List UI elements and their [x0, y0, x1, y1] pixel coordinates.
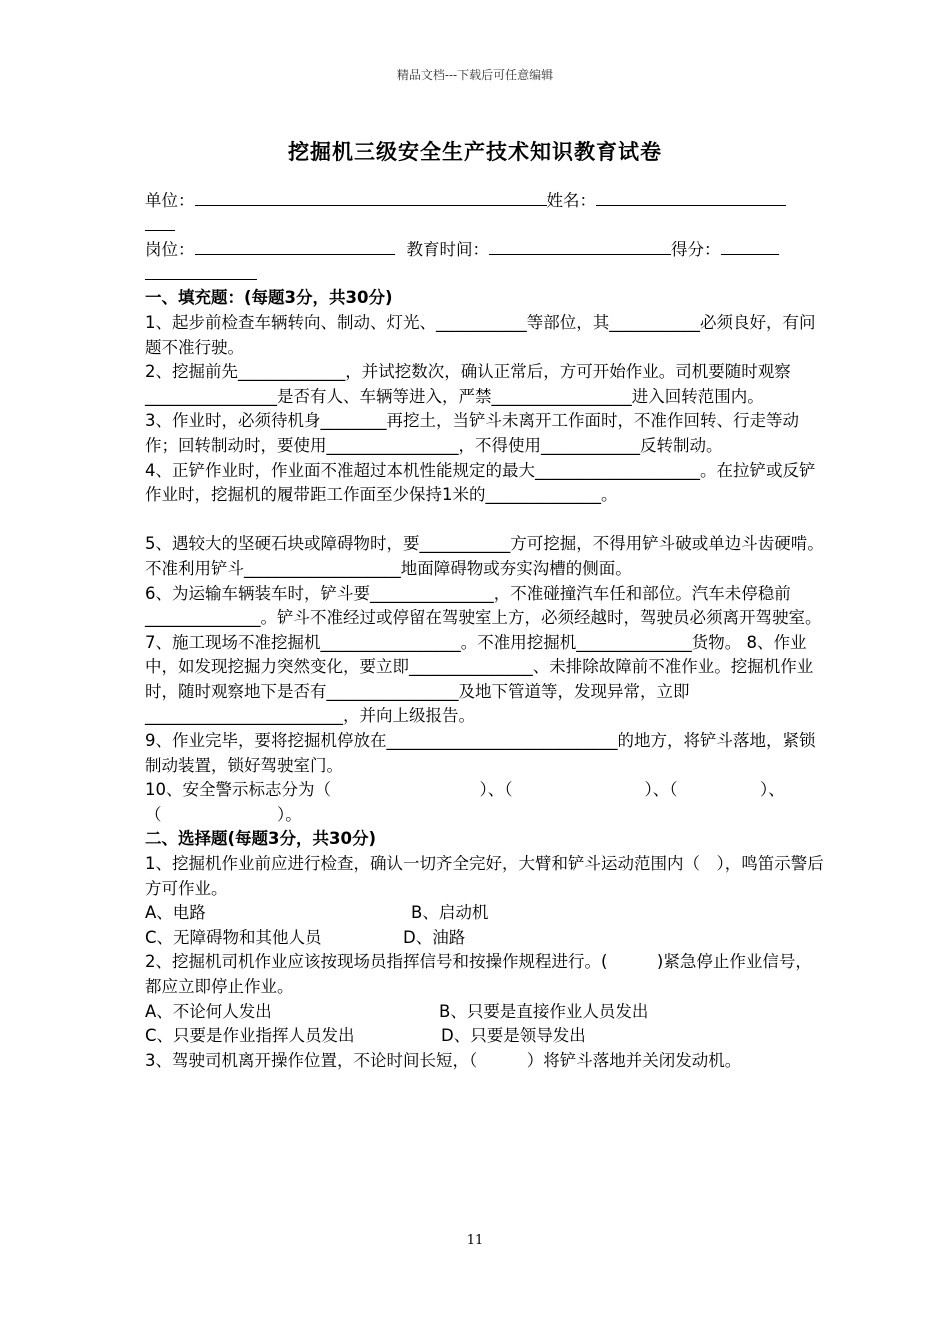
score-blank[interactable] [721, 237, 779, 255]
fill-question-3: 3、作业时，必须待机身________再挖土，当铲斗未离开工作面时，不准作回转、行走等动作；回转制动时，要使用________________，不得使用____________反转制动。 [145, 411, 799, 455]
choice-question-1-options-row-2 [145, 926, 825, 951]
post-blank[interactable] [195, 237, 395, 255]
unit-blank[interactable] [195, 188, 547, 206]
option-a[interactable]: A、电路 [145, 903, 206, 923]
fill-question-10: 10、安全警示标志分为（ ）、（ ）、（ ）、（ ）。 [145, 780, 785, 824]
option-d[interactable]: D、只要是领导发出 [441, 1026, 586, 1046]
option-d[interactable]: D、油路 [403, 927, 466, 947]
page-number: 11 [466, 1233, 484, 1248]
choice-question-2-options-row-2 [145, 1024, 825, 1049]
option-b[interactable]: B、只要是直接作业人员发出 [439, 1001, 649, 1021]
fill-question-7-8: 7、施工现场不准挖掘机_________________。不准用挖掘机______________货物。 8、作业中，如发现挖掘力突然变化，要立即_______________、未排除故障前不准作业。挖掘机作业时，随时观察地下是否有________________及地下管道等，发现异常，立即________________________，并向上级报告。 [145, 632, 814, 726]
section1-title: 一、填充题：(每题3分，共30分) [145, 288, 393, 308]
exam-title: 挖掘机三级安全生产技术知识教育试卷 [288, 140, 662, 164]
fill-question-5: 5、遇较大的坚硬石块或障碍物时，要___________方可挖掘，不得用铲斗破或单边斗齿硬啃。不准利用铲斗___________________地面障碍物或夯实沟槽的侧面。 [145, 534, 824, 578]
fill-question-4: 4、正铲作业时，作业面不准超过本机性能规定的最大____________________。在拉铲或反铲作业时，挖掘机的履带距工作面至少保持1米的______________。 [145, 460, 816, 505]
fill-question-6: 6、为运输车辆装车时，铲斗要_______________，不准碰撞汽车任和部位。汽车未停稳前______________。铲斗不准经过或停留在驾驶室上方，必须经越时，驾驶员必须离开驾驶室。 [145, 583, 822, 628]
edu-time-label: 教育时间： [406, 240, 489, 260]
page-header: 精品文档---下载后可任意编辑 [396, 68, 554, 82]
fill-question-1: 1、起步前检查车辆转向、制动、灯光、___________等部位，其___________必须良好，有问题不准行驶。 [145, 312, 816, 357]
name-label: 姓名： [546, 191, 596, 210]
unit-label: 单位： [145, 191, 195, 210]
name-blank-tail [145, 213, 175, 231]
option-c[interactable]: C、无障碍物和其他人员 [145, 927, 322, 947]
unit-name-row [145, 188, 825, 213]
post-label: 岗位： [145, 240, 195, 260]
post-time-score-row [145, 237, 825, 262]
fill-question-9: 9、作业完毕，要将挖掘机停放在____________________________的地方，将铲斗落地，紧锁制动装置，锁好驾驶室门。 [145, 731, 816, 775]
choice-question-3-stem: 3、驾驶司机离开操作位置，不论时间长短，（ ）将铲斗落地并关闭发动机。 [145, 1050, 742, 1070]
choice-question-1-options-row-1 [145, 901, 825, 926]
choice-question-2-options-row-1 [145, 1000, 825, 1025]
score-label: 得分： [671, 240, 721, 260]
score-blank-tail [145, 262, 257, 280]
score-blank-continuation [145, 262, 825, 287]
option-a[interactable]: A、不论何人发出 [145, 1001, 272, 1021]
choice-question-1-stem: 1、挖掘机作业前应进行检查，确认一切齐全完好，大臂和铲斗运动范围内（ ），鸣笛示警后方可作业。 [145, 854, 824, 898]
edu-time-blank[interactable] [489, 237, 671, 255]
name-blank-continuation [145, 213, 825, 238]
section2-title: 二、选择题(每题3分，共30分) [145, 829, 377, 849]
exam-body [145, 188, 825, 1073]
fill-question-2: 2、挖掘前先_____________，并试挖数次，确认正常后，方可开始作业。司机要随时观察________________是否有人、车辆等进入，严禁_________________进入回转范围内。 [145, 362, 791, 406]
choice-question-2-stem: 2、挖掘机司机作业应该按现场员指挥信号和按操作规程进行。( )紧急停止作业信号，都应立即停止作业。 [145, 952, 812, 996]
name-blank[interactable] [596, 188, 786, 206]
blank-line [145, 508, 825, 533]
option-c[interactable]: C、只要是作业指挥人员发出 [145, 1026, 355, 1046]
option-b[interactable]: B、启动机 [411, 903, 489, 923]
